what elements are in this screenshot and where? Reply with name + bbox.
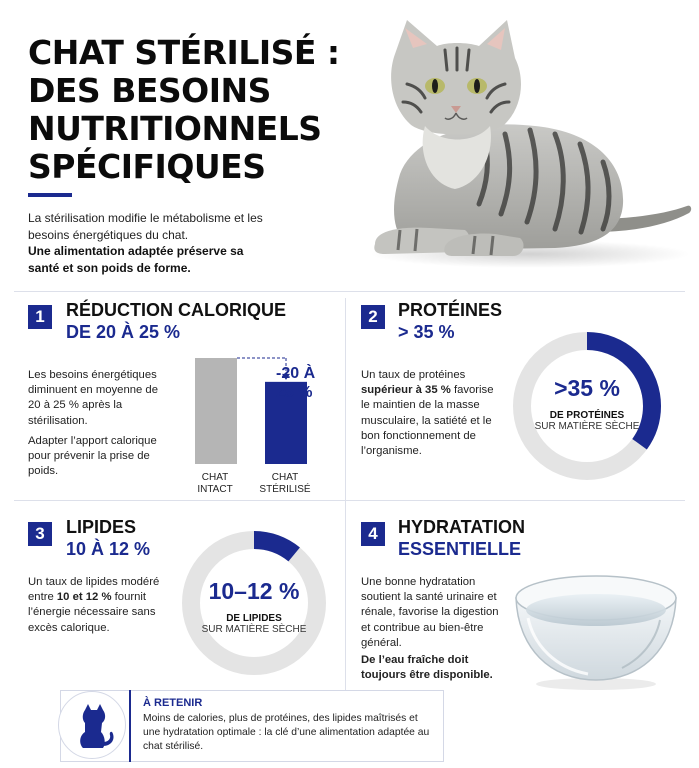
section-1-text bbox=[28, 368, 168, 479]
lipids-label: DE LIPIDES bbox=[226, 613, 282, 624]
retain-title: À RETENIR bbox=[143, 697, 203, 709]
lipids-value: 10–12 % bbox=[208, 578, 300, 604]
intro-bold: Une alimentation adaptée préserve sa santé et son poids de forme. bbox=[28, 244, 244, 275]
section-4-text bbox=[361, 575, 501, 683]
section-1-text-1: Les besoins énergétiques diminuent en moyenne de 20 à 25 % après la stérilisation. bbox=[28, 369, 159, 427]
section-2-text bbox=[361, 368, 501, 459]
divider-vertical bbox=[345, 298, 346, 694]
section-1-number: 1 bbox=[28, 305, 52, 329]
section-4-subtitle: ESSENTIELLE bbox=[398, 539, 522, 559]
retain-accent-bar bbox=[129, 690, 131, 762]
section-1-text-2: Adapter l’apport calorique pour prévenir la prise de poids. bbox=[28, 434, 157, 478]
reduction-label: -20 À 25 % bbox=[276, 365, 316, 401]
section-4-title: HYDRATATION bbox=[398, 517, 525, 537]
section-4-number: 4 bbox=[361, 522, 385, 546]
section-2-subtitle: > 35 % bbox=[398, 322, 455, 342]
lipids-donut-center bbox=[197, 578, 311, 636]
bar-label-sterilise: CHAT STÉRILISÉ bbox=[259, 472, 311, 495]
retain-icon-circle bbox=[58, 691, 126, 759]
intro-regular: La stérilisation modifie le métabolisme et les besoins énergétiques du chat. bbox=[28, 211, 263, 242]
section-4-text-regular: Une bonne hydratation soutient la santé urinaire et rénale, favorise la digestion et contribue au bien-être général. bbox=[361, 576, 499, 649]
section-2-number: 2 bbox=[361, 305, 385, 329]
lipids-sub: SUR MATIÈRE SÈCHE bbox=[201, 624, 307, 635]
bar-label-intact: CHAT INTACT bbox=[197, 472, 233, 495]
section-3-text-after: fournit l’énergie nécessaire sans excès calorique. bbox=[28, 591, 156, 634]
retain-text: Moins de calories, plus de protéines, des lipides maîtrisés et une hydratation optimale : la clé d’une alimentation adaptée au chat stérilisé. bbox=[143, 713, 430, 752]
section-3-text-bold: 10 et 12 % bbox=[56, 591, 112, 604]
divider-middle bbox=[14, 500, 685, 501]
section-2-text-bold: supérieur à 35 % bbox=[361, 384, 451, 397]
cat-silhouette-icon bbox=[59, 692, 127, 760]
proteins-label: DE PROTÉINES bbox=[549, 410, 625, 421]
section-3-text-before: Un taux de lipides modéré entre bbox=[28, 576, 160, 604]
title-underline bbox=[28, 193, 72, 197]
divider-top bbox=[14, 291, 685, 292]
section-4-text-bold: De l’eau fraîche doit toujours être disponible. bbox=[361, 654, 493, 682]
proteins-donut-center bbox=[530, 375, 644, 433]
section-3-title: LIPIDES bbox=[66, 517, 137, 537]
section-2-text-after: favorise le maintien de la masse musculaire, la satiété et le bon fonctionnement de l’organisme. bbox=[361, 384, 494, 458]
section-1-title: RÉDUCTION CALORIQUE bbox=[66, 300, 286, 320]
tabby-cat-photo bbox=[355, 14, 695, 272]
proteins-sub: SUR MATIÈRE SÈCHE bbox=[534, 421, 640, 432]
section-2-title: PROTÉINES bbox=[398, 300, 503, 320]
section-3-subtitle: 10 À 12 % bbox=[66, 539, 151, 559]
page-title: CHAT STÉRILISÉ : DES BESOINS NUTRITIONNELS SPÉCIFIQUES bbox=[28, 33, 340, 186]
section-3-number: 3 bbox=[28, 522, 52, 546]
bar-intact bbox=[195, 358, 237, 464]
water-bowl-icon bbox=[510, 568, 682, 692]
intro-text bbox=[28, 210, 268, 276]
section-1-subtitle: DE 20 À 25 % bbox=[66, 322, 181, 342]
proteins-value: >35 % bbox=[554, 375, 620, 401]
section-2-text-before: Un taux de protéines bbox=[361, 369, 466, 381]
section-3-text bbox=[28, 575, 163, 636]
